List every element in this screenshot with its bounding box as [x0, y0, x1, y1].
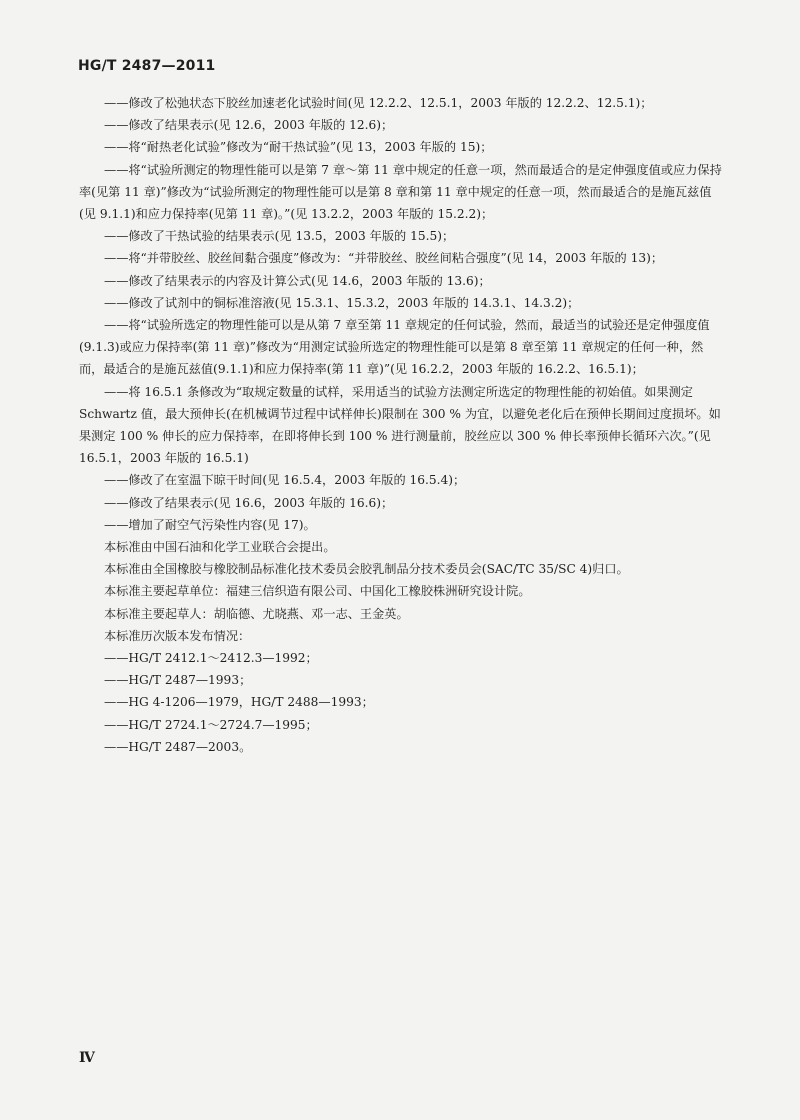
- drafter-paragraph: 本标准主要起草人：胡临德、尤晓燕、邓一志、王金英。: [104, 606, 409, 621]
- revision-item: ——修改了结果表示的内容及计算公式(见 14.6，2003 年版的 13.6)；: [104, 273, 491, 288]
- revision-item: ——修改了试剂中的铜标准溶液(见 15.3.1、15.3.2，2003 年版的 14.3.1、14.3.2)；: [104, 295, 580, 310]
- document-body: [79, 92, 726, 758]
- history-item: ——HG/T 2412.1～2412.3—1992；: [104, 651, 318, 666]
- page-number: Ⅳ: [79, 1050, 95, 1066]
- revision-item: ——将 16.5.1 条修改为“取规定数量的试样，采用适当的试验方法测定所选定的物理性能的初始值。如果测定 Schwartz 值，最大预伸长(在机械调节过程中试样伸长)限制在 300 % 为宜，以避免老化后在预伸长期间过度损坏。如果测定 100 % 伸长的应力保持率，在即将伸长到 100 % 进行测量前，胶丝应以 300 % 伸长率预伸长循环六次。”(见 16.5.1，2003 年版的 16.5.1): [79, 384, 721, 466]
- drafting-unit-paragraph: 本标准主要起草单位：福建三信织造有限公司、中国化工橡胶株洲研究设计院。: [104, 584, 531, 599]
- standard-code-header: HG/T 2487—2011: [78, 58, 216, 74]
- history-item: ——HG/T 2487—2003。: [104, 739, 252, 754]
- revision-item: ——修改了干热试验的结果表示(见 13.5，2003 年版的 15.5)；: [104, 229, 455, 244]
- revision-item: ——将“并带胶丝、胶丝间黏合强度”修改为：“并带胶丝、胶丝间粘合强度”(见 14，2003 年版的 13)；: [104, 251, 664, 266]
- revision-item: ——将“试验所选定的物理性能可以是从第 7 章至第 11 章规定的任何试验，然而，最适当的试验还是定伸强度值(9.1.3)或应力保持率(第 11 章)”修改为“用测定试验所选定的物理性能可以是第 8 章至第 11 章规定的任何一种，然而，最适合的是施瓦兹值(9.1.1)和应力保持率(第 11 章)”(见 16.2.2，2003 年版的 16.2.2、16.5.1)；: [79, 318, 710, 377]
- revision-item: ——修改了结果表示(见 16.6，2003 年版的 16.6)；: [104, 495, 394, 510]
- history-heading: 本标准历次版本发布情况：: [104, 628, 251, 643]
- revision-item: ——将“试验所测定的物理性能可以是第 7 章～第 11 章中规定的任意一项，然而最适合的是定伸强度值或应力保持率(见第 11 章)”修改为“试验所测定的物理性能可以是第 8 章和第 11 章中规定的任意一项，然而最适合的是施瓦兹值(见 9.1.1)和应力保持率(见第 11 章)。”(见 13.2.2，2003 年版的 15.2.2)；: [79, 162, 722, 222]
- history-item: ——HG 4-1206—1979，HG/T 2488—1993；: [104, 695, 374, 710]
- committee-paragraph: 本标准由全国橡胶与橡胶制品标准化技术委员会胶乳制品分技术委员会(SAC/TC 35/SC 4)归口。: [104, 562, 629, 577]
- history-item: ——HG/T 2724.1～2724.7—1995；: [104, 717, 318, 732]
- revision-item: ——修改了结果表示(见 12.6，2003 年版的 12.6)；: [104, 118, 394, 133]
- proposer-paragraph: 本标准由中国石油和化学工业联合会提出。: [104, 540, 336, 555]
- revision-item: ——将“耐热老化试验”修改为“耐干热试验”(见 13，2003 年版的 15)；: [104, 140, 493, 155]
- revision-item: ——增加了耐空气污染性内容(见 17)。: [104, 517, 316, 532]
- history-item: ——HG/T 2487—1993；: [104, 673, 252, 688]
- revision-item: ——修改了松弛状态下胶丝加速老化试验时间(见 12.2.2、12.5.1，2003 年版的 12.2.2、12.5.1)；: [104, 96, 653, 110]
- revision-item: ——修改了在室温下晾干时间(见 16.5.4，2003 年版的 16.5.4)；: [104, 473, 466, 488]
